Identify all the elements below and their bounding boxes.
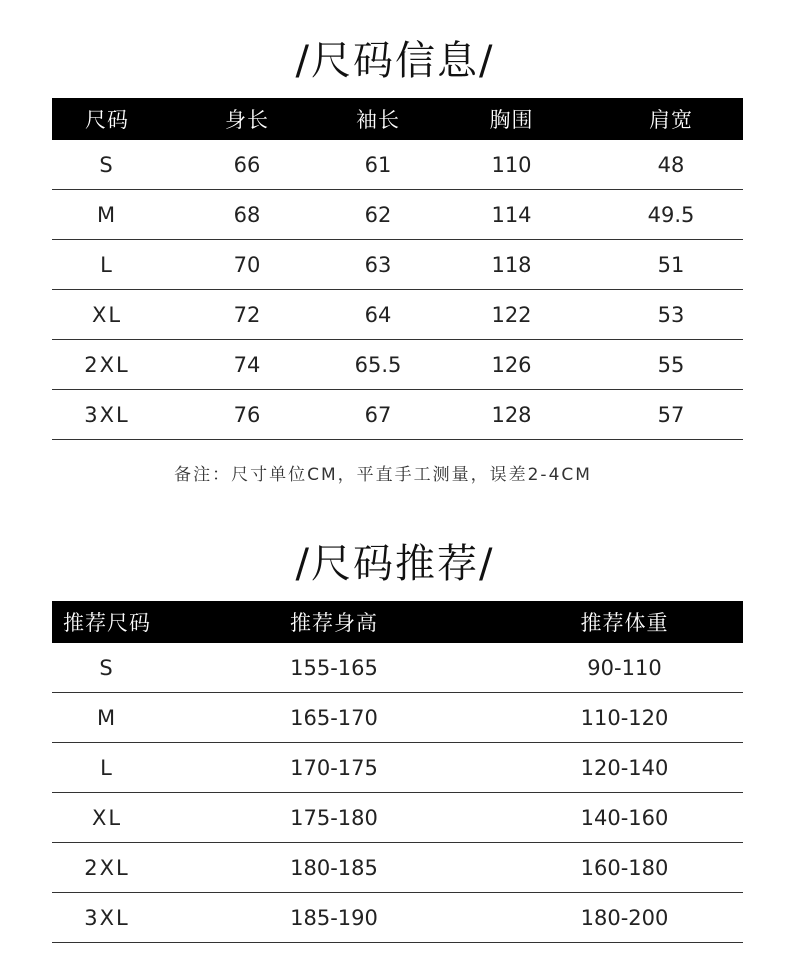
height-cell: 170-175	[162, 743, 506, 793]
height-cell: 155-165	[162, 643, 506, 693]
height-cell: 165-170	[162, 693, 506, 743]
size-info-title: /尺码信息/	[295, 38, 495, 84]
table-row	[52, 340, 743, 390]
chest-cell: 126	[424, 340, 599, 390]
size-cell: M	[52, 190, 162, 240]
chest-cell: 118	[424, 240, 599, 290]
shoulder-cell: 57	[599, 390, 743, 440]
header-shoulder: 肩宽	[599, 98, 743, 140]
size-cell: L	[52, 240, 162, 290]
size-cell: S	[52, 140, 162, 190]
size-recommend-title: /尺码推荐/	[295, 541, 495, 587]
body-length-cell: 74	[162, 340, 332, 390]
chest-cell: 110	[424, 140, 599, 190]
size-cell: XL	[52, 793, 162, 843]
header-size: 尺码	[52, 98, 162, 140]
sleeve-length-cell: 65.5	[332, 340, 424, 390]
shoulder-cell: 49.5	[599, 190, 743, 240]
sleeve-length-cell: 67	[332, 390, 424, 440]
size-cell: 3XL	[52, 390, 162, 440]
body-length-cell: 70	[162, 240, 332, 290]
weight-cell: 90-110	[506, 643, 743, 693]
weight-cell: 140-160	[506, 793, 743, 843]
size-cell: L	[52, 743, 162, 793]
chest-cell: 128	[424, 390, 599, 440]
height-cell: 185-190	[162, 893, 506, 943]
table-row	[52, 290, 743, 340]
height-cell: 175-180	[162, 793, 506, 843]
size-cell: 2XL	[52, 340, 162, 390]
body-length-cell: 66	[162, 140, 332, 190]
sleeve-length-cell: 64	[332, 290, 424, 340]
table-row	[52, 140, 743, 190]
table-row	[52, 240, 743, 290]
table-row	[52, 390, 743, 440]
body-length-cell: 68	[162, 190, 332, 240]
size-info-table	[52, 98, 743, 440]
size-cell: 2XL	[52, 843, 162, 893]
body-length-cell: 76	[162, 390, 332, 440]
header-recommended-size: 推荐尺码	[52, 601, 162, 643]
header-recommended-height: 推荐身高	[162, 601, 506, 643]
measurement-note: 备注：尺寸单位CM，平直手工测量，误差2-4CM	[174, 465, 592, 485]
table-row	[52, 793, 743, 843]
weight-cell: 120-140	[506, 743, 743, 793]
table-header-row	[52, 98, 743, 140]
table-row	[52, 743, 743, 793]
chest-cell: 122	[424, 290, 599, 340]
shoulder-cell: 51	[599, 240, 743, 290]
size-recommend-table	[52, 601, 743, 943]
body-length-cell: 72	[162, 290, 332, 340]
table-row	[52, 893, 743, 943]
shoulder-cell: 48	[599, 140, 743, 190]
table-row	[52, 693, 743, 743]
sleeve-length-cell: 63	[332, 240, 424, 290]
sleeve-length-cell: 62	[332, 190, 424, 240]
header-sleeve-length: 袖长	[332, 98, 424, 140]
size-cell: M	[52, 693, 162, 743]
shoulder-cell: 55	[599, 340, 743, 390]
table-row	[52, 843, 743, 893]
table-row	[52, 190, 743, 240]
size-cell: 3XL	[52, 893, 162, 943]
weight-cell: 180-200	[506, 893, 743, 943]
header-recommended-weight: 推荐体重	[506, 601, 743, 643]
sleeve-length-cell: 61	[332, 140, 424, 190]
height-cell: 180-185	[162, 843, 506, 893]
header-chest: 胸围	[424, 98, 599, 140]
chest-cell: 114	[424, 190, 599, 240]
header-body-length: 身长	[162, 98, 332, 140]
weight-cell: 160-180	[506, 843, 743, 893]
table-row	[52, 643, 743, 693]
table-header-row	[52, 601, 743, 643]
size-cell: XL	[52, 290, 162, 340]
weight-cell: 110-120	[506, 693, 743, 743]
size-cell: S	[52, 643, 162, 693]
shoulder-cell: 53	[599, 290, 743, 340]
